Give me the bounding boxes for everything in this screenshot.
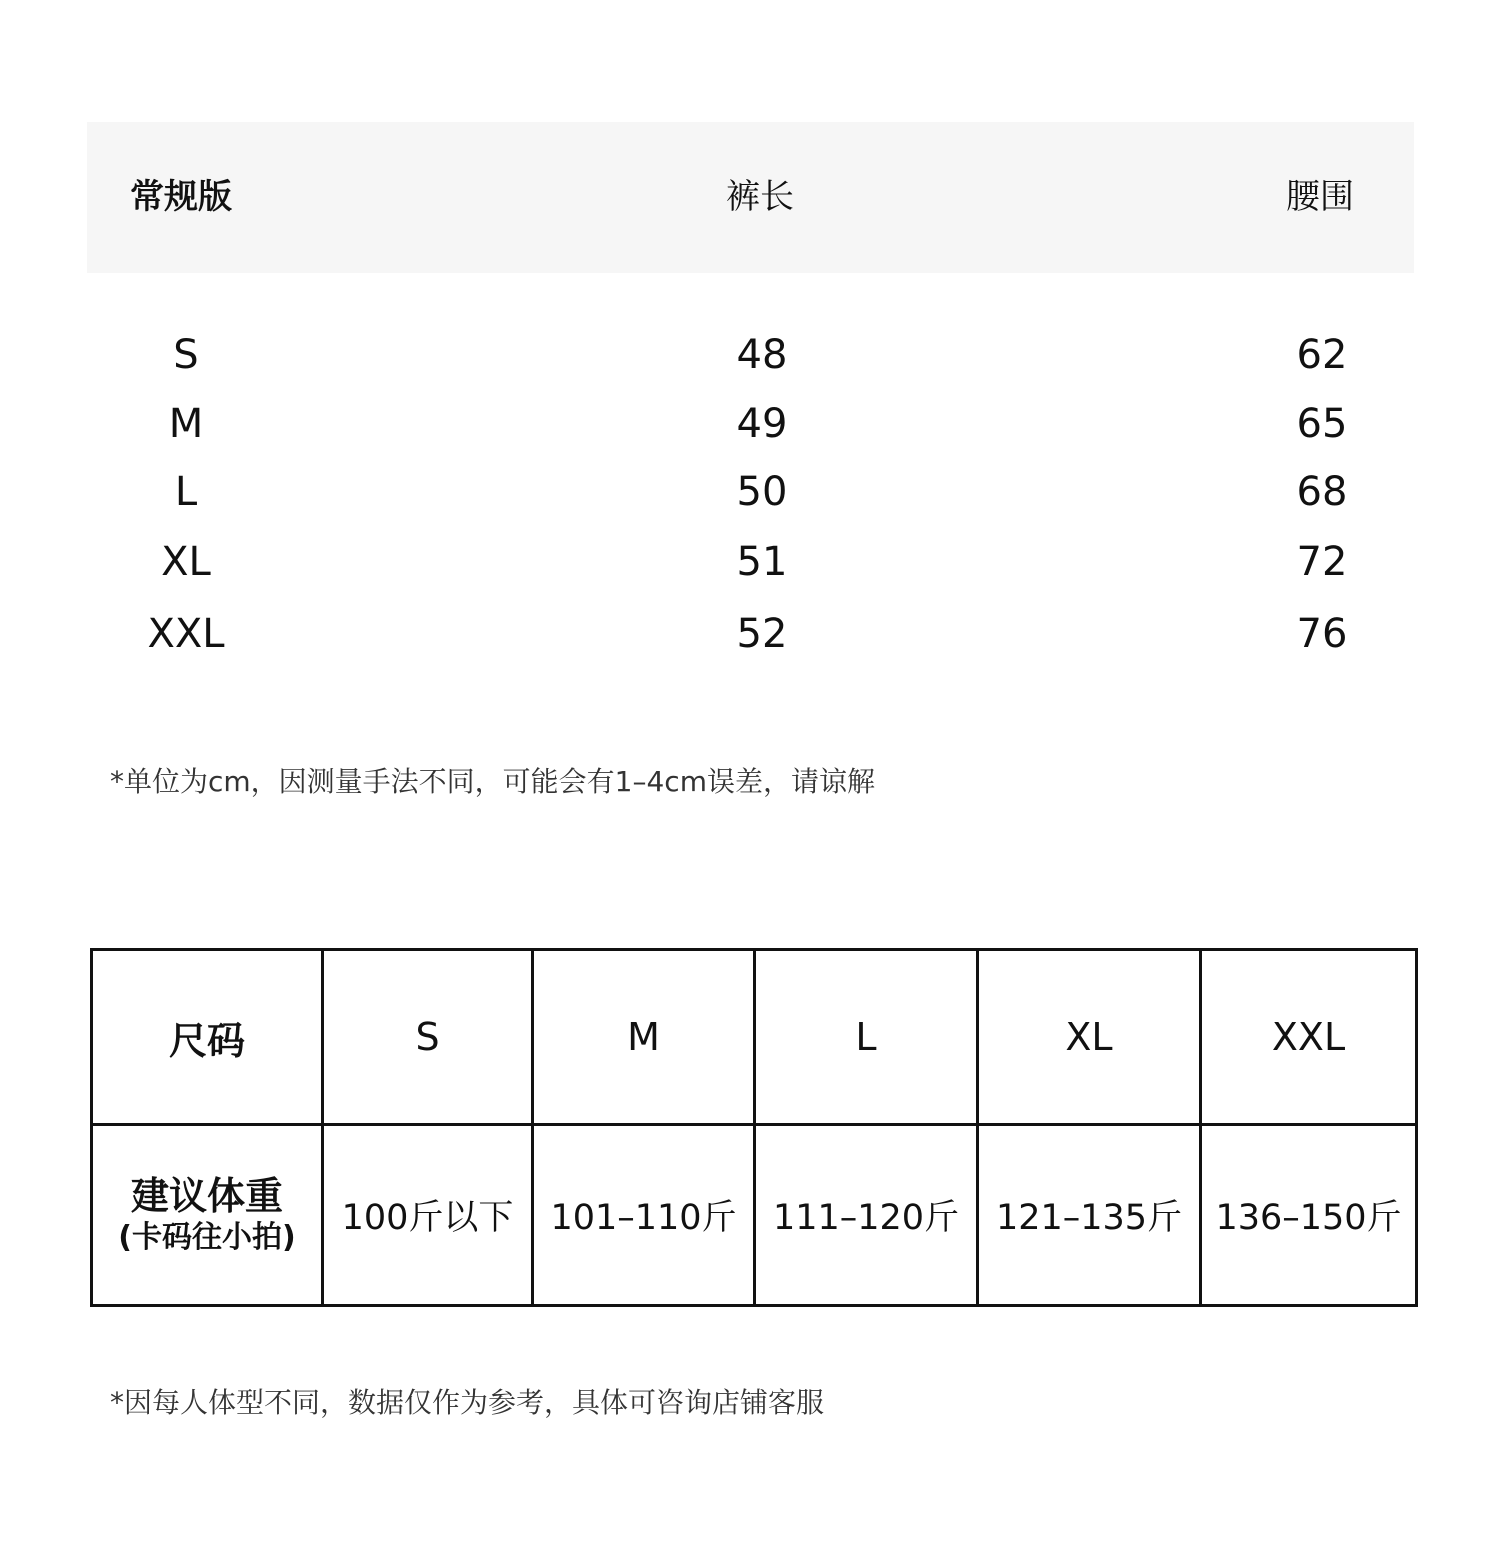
weight-table	[90, 948, 1418, 1307]
size-header-cell: M	[533, 950, 755, 1125]
length-cell: 50	[736, 469, 788, 515]
size-cell: S	[173, 332, 199, 378]
table-row	[0, 467, 1500, 517]
size-cell: M	[168, 401, 204, 447]
length-cell: 49	[736, 401, 788, 447]
table-title: 常规版	[130, 177, 232, 217]
waist-cell: 62	[1296, 332, 1348, 378]
column-header-waist: 腰围	[1286, 177, 1354, 217]
size-cell: XL	[161, 539, 211, 585]
weight-label-cell	[92, 1125, 323, 1306]
reference-note: *因每人体型不同，数据仅作为参考，具体可咨询店铺客服	[110, 1386, 825, 1419]
size-label-cell	[92, 950, 323, 1125]
size-header-cell: S	[323, 950, 533, 1125]
size-header-cell: XXL	[1201, 950, 1417, 1125]
length-cell: 52	[736, 611, 788, 657]
length-cell: 51	[736, 539, 788, 585]
weight-cell: 100斤以下	[323, 1125, 533, 1306]
size-cell: L	[174, 469, 198, 515]
table-row	[0, 399, 1500, 449]
length-cell: 48	[736, 332, 788, 378]
size-cell: XXL	[147, 611, 225, 657]
weight-cell: 111–120斤	[755, 1125, 978, 1306]
size-label: 尺码	[168, 1018, 245, 1063]
waist-cell: 65	[1296, 401, 1348, 447]
weight-cell: 121–135斤	[978, 1125, 1201, 1306]
weight-cell: 136–150斤	[1201, 1125, 1417, 1306]
size-header-cell: L	[755, 950, 978, 1125]
table-row	[0, 609, 1500, 659]
size-header-cell: XL	[978, 950, 1201, 1125]
weight-label: 建议体重	[130, 1174, 283, 1218]
waist-cell: 72	[1296, 539, 1348, 585]
weight-cell: 101–110斤	[533, 1125, 755, 1306]
column-header-length: 裤长	[726, 177, 794, 217]
unit-note: *单位为cm，因测量手法不同，可能会有1–4cm误差，请谅解	[110, 765, 875, 798]
waist-cell: 68	[1296, 469, 1348, 515]
weight-row	[92, 1125, 1417, 1306]
table-row	[0, 537, 1500, 587]
waist-cell: 76	[1296, 611, 1348, 657]
size-row	[92, 950, 1417, 1125]
weight-sublabel: (卡码往小拍)	[118, 1220, 296, 1255]
table-row	[0, 330, 1500, 380]
